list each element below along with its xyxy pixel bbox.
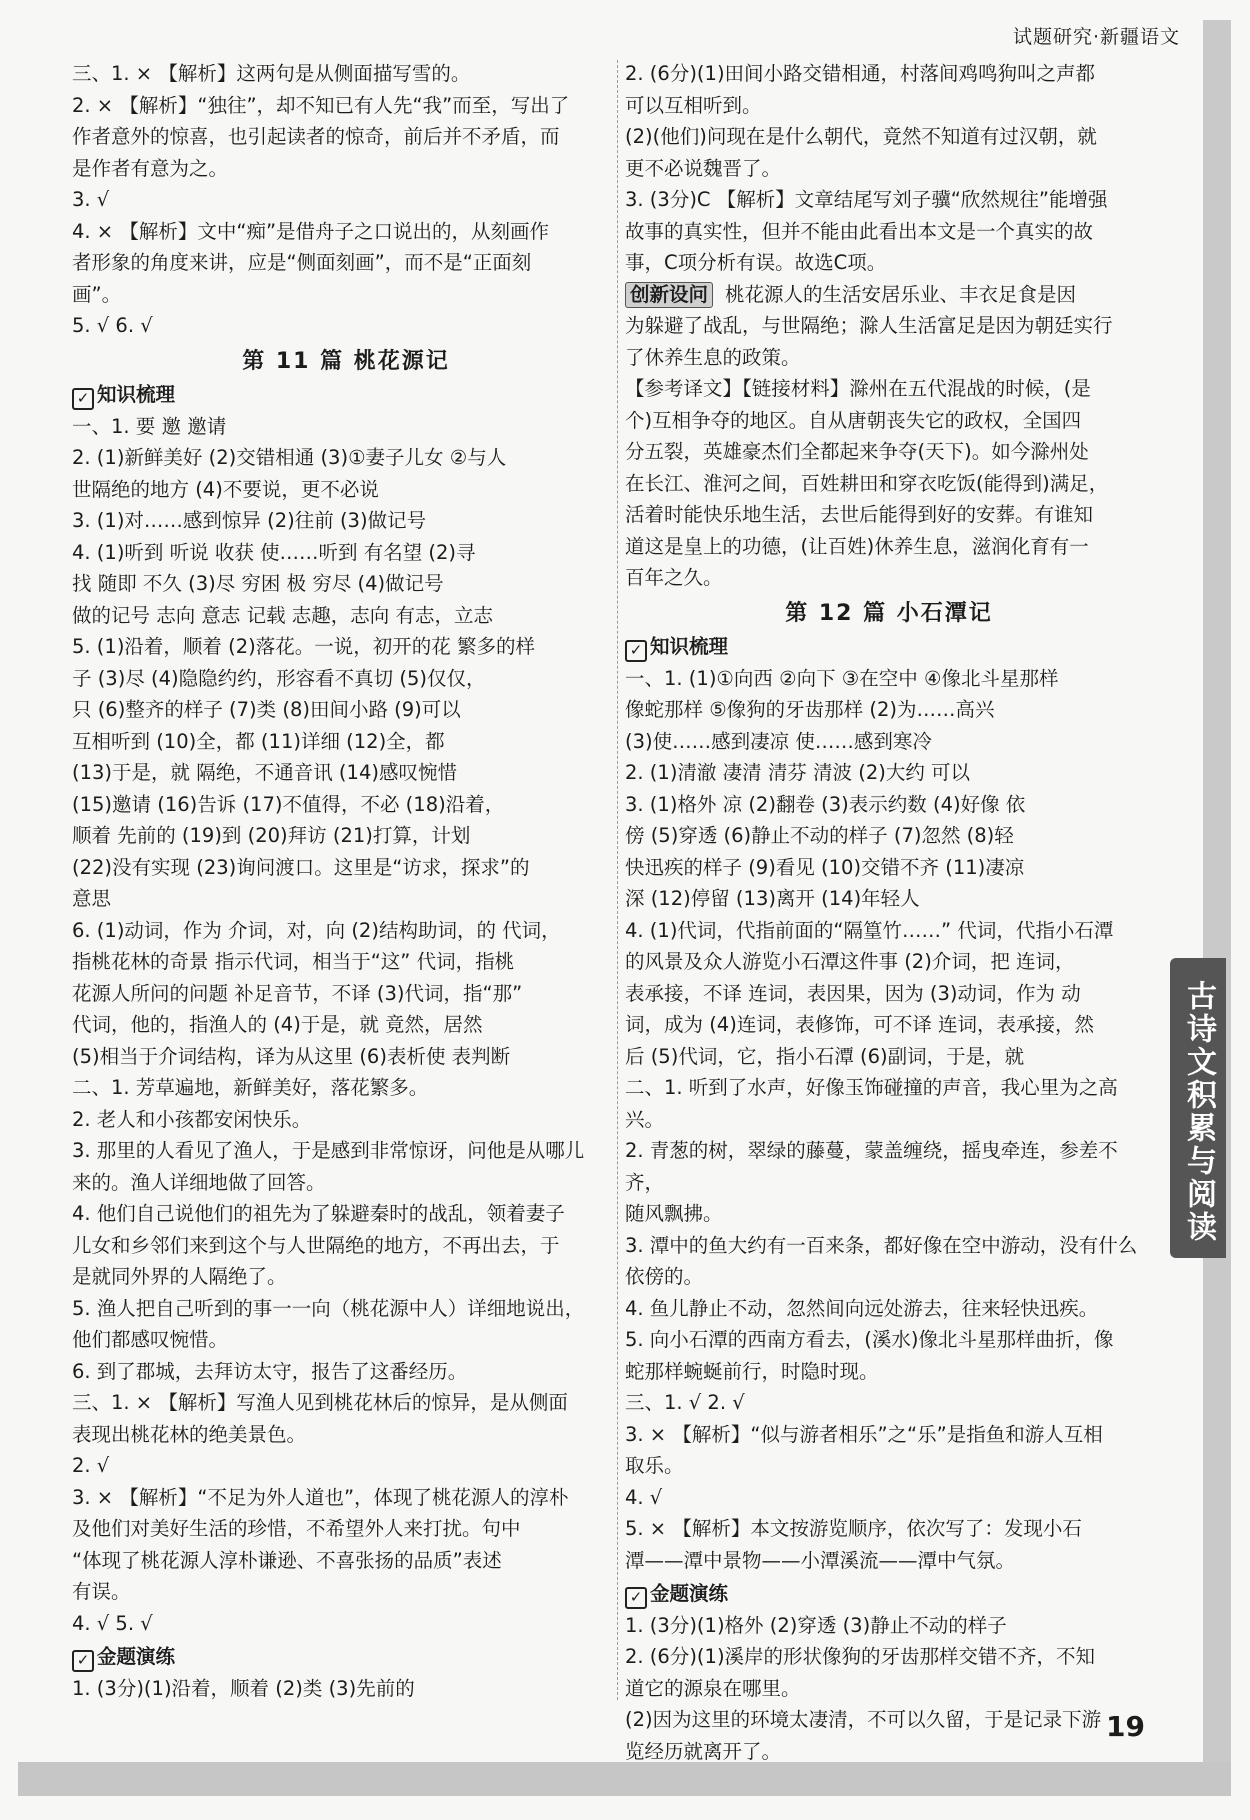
- answer-line: 随风飘拂。: [625, 1202, 723, 1225]
- answer-line: 是作者有意为之。: [72, 156, 229, 180]
- answer-line: 【参考译文】【链接材料】滁州在五代混战的时候，(是: [625, 377, 1091, 400]
- answer-line: 道这是皇上的功德，(让百姓)休养生息，滋润化育有一: [625, 534, 1089, 558]
- answer-line: 是就同外界的人隔绝了。: [72, 1265, 287, 1288]
- answer-line: 6. 到了郡城，去拜访太守，报告了这番经历。: [72, 1359, 468, 1383]
- answer-line: 三、1. √ 2. √: [625, 1391, 745, 1414]
- answer-line: 3. 那里的人看见了渔人，于是感到非常惊讶，问他是从哪儿: [72, 1139, 585, 1162]
- answer-line: 表现出桃花林的绝美景色。: [72, 1422, 307, 1446]
- checkbox-icon: ✓: [625, 1587, 647, 1609]
- answer-line: 二、1. 听到了水声，好像玉饰碰撞的声音，我心里为之高兴。: [625, 1076, 1118, 1131]
- answer-line: 作者意外的惊喜，也引起读者的惊奇，前后并不矛盾，而: [72, 125, 560, 148]
- checkbox-icon: ✓: [72, 1650, 94, 1672]
- answer-line: 顺着 先前的 (19)到 (20)拜访 (21)打算，计划: [72, 824, 471, 847]
- section-side-tab: [1170, 958, 1226, 1258]
- page-bottom-strip: [18, 1762, 1231, 1796]
- answer-line: 世隔绝的地方 (4)不要说，更不必说: [72, 477, 379, 501]
- answer-line: 三、1. × 【解析】这两句是从侧面描写雪的。: [72, 62, 471, 85]
- answer-line: 4. 鱼儿静止不动，忽然间向远处游去，往来轻快迅疾。: [625, 1296, 1099, 1320]
- answer-line: 傍 (5)穿透 (6)静止不动的样子 (7)忽然 (8)轻: [625, 824, 1014, 847]
- left-column: [72, 58, 620, 1704]
- answer-line: 快迅疾的样子 (9)看见 (10)交错不齐 (11)凄凉: [625, 855, 1025, 879]
- answer-line: 三、1. × 【解析】写渔人见到桃花林后的惊异，是从侧面: [72, 1391, 568, 1414]
- answer-line: 表承接，不译 连词，表因果，因为 (3)动词，作为 动: [625, 981, 1081, 1005]
- innovative-question-line: [625, 279, 1153, 311]
- subsection-heading-text: 金题演练: [650, 1582, 729, 1605]
- answer-line: 更不必说魏晋了。: [625, 156, 782, 180]
- answer-line: 1. (3分)(1)沿着，顺着 (2)类 (3)先前的: [72, 1676, 415, 1700]
- answer-line: 4. (1)代词，代指前面的“隔篁竹……” 代词，代指小石潭: [625, 918, 1114, 942]
- answer-line: 画”。: [72, 282, 122, 306]
- answer-line: 蛇那样蜿蜒前行，时隐时现。: [625, 1359, 879, 1383]
- answer-line: (5)相当于介词结构，译为从这里 (6)表析使 表判断: [72, 1044, 511, 1068]
- answer-line: 他们都感叹惋惜。: [72, 1328, 229, 1351]
- answer-line: 3. × 【解析】“不足为外人道也”，体现了桃花源人的淳朴: [72, 1485, 569, 1509]
- answer-line: 百年之久。: [625, 566, 723, 589]
- subsection-heading: [625, 631, 1153, 663]
- answer-line: 1. (3分)(1)格外 (2)穿透 (3)静止不动的样子: [625, 1613, 1007, 1637]
- answer-line: (3)使……感到凄凉 使……感到寒冷: [625, 729, 932, 753]
- answer-line: 指桃花林的奇景 指示代词，相当于“这” 代词，指桃: [72, 950, 515, 973]
- side-tab-label: 古诗文积累与阅读: [1181, 980, 1216, 1244]
- innovative-question-badge: 创新设问: [625, 282, 713, 308]
- answer-line: 4. √ 5. √: [72, 1611, 153, 1635]
- answer-line: 2. 老人和小孩都安闲快乐。: [72, 1107, 312, 1131]
- answer-line: 2. × 【解析】“独往”，却不知已有人先“我”而至，写出了: [72, 93, 570, 117]
- answer-line: 分五裂，英雄豪杰们全都起来争夺(天下)。如今滁州处: [625, 440, 1089, 463]
- answer-line: 2. (6分)(1)田间小路交错相通，村落间鸡鸣狗叫之声都: [625, 62, 1096, 85]
- section-title: 第 11 篇 桃花源记: [242, 348, 450, 374]
- answer-line: 二、1. 芳草遍地，新鲜美好，落花繁多。: [72, 1076, 429, 1099]
- answer-line: 事，C项分析有误。故选C项。: [625, 251, 887, 274]
- answer-line: 可以互相听到。: [625, 93, 762, 117]
- answer-line: 5. × 【解析】本文按游览顺序，依次写了：发现小石: [625, 1517, 1082, 1540]
- answer-line: 3. (3分)C 【解析】文章结尾写刘子骥“欣然规往”能增强: [625, 188, 1108, 211]
- subsection-heading-text: 金题演练: [97, 1645, 176, 1668]
- checkbox-icon: ✓: [72, 388, 94, 410]
- answer-line: 花源人所问的问题 补足音节，不译 (3)代词，指“那”: [72, 981, 523, 1005]
- answer-line: (13)于是，就 隔绝，不通音讯 (14)感叹惋惜: [72, 761, 457, 784]
- answer-line: 道它的源泉在哪里。: [625, 1676, 801, 1700]
- subsection-heading: [72, 1641, 620, 1673]
- answer-line: 2. √: [72, 1454, 110, 1477]
- answer-line: 在长江、淮河之间，百姓耕田和穿衣吃饭(能得到)满足，: [625, 471, 1109, 495]
- answer-line: 4. √: [625, 1485, 663, 1509]
- answer-line: 4. × 【解析】文中“痴”是借舟子之口说出的，从刻画作: [72, 219, 550, 243]
- answer-line: 儿女和乡邻们来到这个与人世隔绝的地方，不再出去，于: [72, 1233, 560, 1257]
- answer-line: 5. √ 6. √: [72, 314, 153, 337]
- subsection-heading-text: 知识梳理: [650, 635, 729, 658]
- answer-line: 只 (6)整齐的样子 (7)类 (8)田间小路 (9)可以: [72, 698, 461, 721]
- answer-line: 4. 他们自己说他们的祖先为了躲避秦时的战乱，领着妻子: [72, 1202, 565, 1225]
- answer-line: 像蛇那样 ⑤像狗的牙齿那样 (2)为……高兴: [625, 698, 995, 721]
- answer-line: “体现了桃花源人淳朴谦逊、不喜张扬的品质”表述: [72, 1548, 502, 1572]
- answer-line: 及他们对美好生活的珍惜，不希望外人来打扰。句中: [72, 1517, 521, 1540]
- answer-line: 做的记号 志向 意志 记载 志趣，志向 有志，立志: [72, 603, 493, 627]
- answer-line: 3. (1)对……感到惊异 (2)往前 (3)做记号: [72, 509, 427, 532]
- subsection-heading-text: 知识梳理: [97, 383, 176, 406]
- subsection-heading: [625, 1578, 1153, 1610]
- answer-line: 互相听到 (10)全，都 (11)详细 (12)全，都: [72, 729, 445, 753]
- page-edge-strip: [1203, 20, 1231, 1780]
- answer-line: 后 (5)代词，它，指小石潭 (6)副词，于是，就: [625, 1044, 1025, 1068]
- section-title: 第 12 篇 小石潭记: [785, 600, 993, 626]
- answer-line: 一、1. (1)①向西 ②向下 ③在空中 ④像北斗星那样: [625, 666, 1059, 690]
- answer-line: 有误。: [72, 1580, 131, 1603]
- answer-line: 了休养生息的政策。: [625, 345, 801, 369]
- answer-line: 深 (12)停留 (13)离开 (14)年轻人: [625, 887, 920, 910]
- answer-line: 5. 渔人把自己听到的事一一向（桃花源中人）详细地说出，: [72, 1296, 585, 1320]
- answer-line: 5. 向小石潭的西南方看去，(溪水)像北斗星那样曲折，像: [625, 1328, 1114, 1351]
- answer-line: 为躲避了战乱，与世隔绝；滁人生活富足是因为朝廷实行: [625, 314, 1113, 337]
- answer-line: 4. (1)听到 听说 收获 使……听到 有名望 (2)寻: [72, 540, 476, 564]
- answer-line: 2. 青葱的树，翠绿的藤蔓，蒙盖缠绕，摇曳牵连，参差不齐，: [625, 1139, 1118, 1194]
- answer-line: 6. (1)动词，作为 介词，对，向 (2)结构助词，的 代词，: [72, 918, 561, 942]
- answer-line: 个)互相争夺的地区。自从唐朝丧失它的政权，全国四: [625, 408, 1082, 432]
- answer-line: 的风景及众人游览小石潭这件事 (2)介词，把 连词，: [625, 950, 1075, 973]
- answer-line: 3. 潭中的鱼大约有一百来条，都好像在空中游动，没有什么: [625, 1233, 1138, 1257]
- right-column: [625, 58, 1153, 1767]
- answer-line: (15)邀请 (16)告诉 (17)不值得，不必 (18)沿着，: [72, 792, 505, 816]
- answer-line: 者形象的角度来讲，应是“侧面刻画”，而不是“正面刻: [72, 251, 532, 274]
- answer-line: (22)没有实现 (23)询问渡口。这里是“访求，探求”的: [72, 855, 530, 879]
- subsection-heading: [72, 379, 620, 411]
- answer-line: 5. (1)沿着，顺着 (2)落花。一说，初开的花 繁多的样: [72, 635, 535, 658]
- answer-line: 找 随即 不久 (3)尽 穷困 极 穷尽 (4)做记号: [72, 572, 444, 595]
- running-header: 试题研究·新疆语文: [1012, 26, 1180, 48]
- answer-line: 潭——潭中景物——小潭溪流——潭中气氛。: [625, 1548, 1016, 1572]
- answer-line: 代词，他的，指渔人的 (4)于是，就 竟然，居然: [72, 1013, 483, 1036]
- answer-line: 词，成为 (4)连词，表修饰，可不译 连词，表承接，然: [625, 1013, 1095, 1036]
- answer-line: (2)(他们)问现在是什么朝代，竟然不知道有过汉朝，就: [625, 125, 1097, 148]
- answer-line: 取乐。: [625, 1454, 684, 1477]
- answer-line: 活着时能快乐地生活，去世后能得到好的安葬。有谁知: [625, 503, 1094, 526]
- answer-line: 来的。渔人详细地做了回答。: [72, 1170, 326, 1194]
- answer-text: 桃花源人的生活安居乐业、丰衣足食是因: [725, 282, 1077, 306]
- answer-line: 依傍的。: [625, 1265, 704, 1288]
- page-number: 19: [1106, 1710, 1145, 1743]
- answer-line: 3. × 【解析】“似与游者相乐”之“乐”是指鱼和游人互相: [625, 1422, 1103, 1446]
- answer-line: 3. (1)格外 凉 (2)翻卷 (3)表示约数 (4)好像 依: [625, 792, 1026, 816]
- checkbox-icon: ✓: [625, 640, 647, 662]
- answer-line: 2. (1)新鲜美好 (2)交错相通 (3)①妻子儿女 ②与人: [72, 446, 507, 469]
- answer-line: 3. √: [72, 188, 110, 211]
- answer-line: 2. (1)清澈 凄清 清芬 清波 (2)大约 可以: [625, 761, 971, 784]
- answer-line: 子 (3)尽 (4)隐隐约约，形容看不真切 (5)仅仅，: [72, 666, 486, 690]
- answer-line: 一、1. 要 邀 邀请: [72, 414, 227, 438]
- answer-line: (2)因为这里的环境太凄清，不可以久留，于是记录下游: [625, 1708, 1102, 1731]
- answer-line: 故事的真实性，但并不能由此看出本文是一个真实的故: [625, 219, 1094, 243]
- answer-line: 览经历就离开了。: [625, 1739, 782, 1763]
- answer-line: 意思: [72, 887, 112, 910]
- answer-line: 2. (6分)(1)溪岸的形状像狗的牙齿那样交错不齐，不知: [625, 1645, 1096, 1668]
